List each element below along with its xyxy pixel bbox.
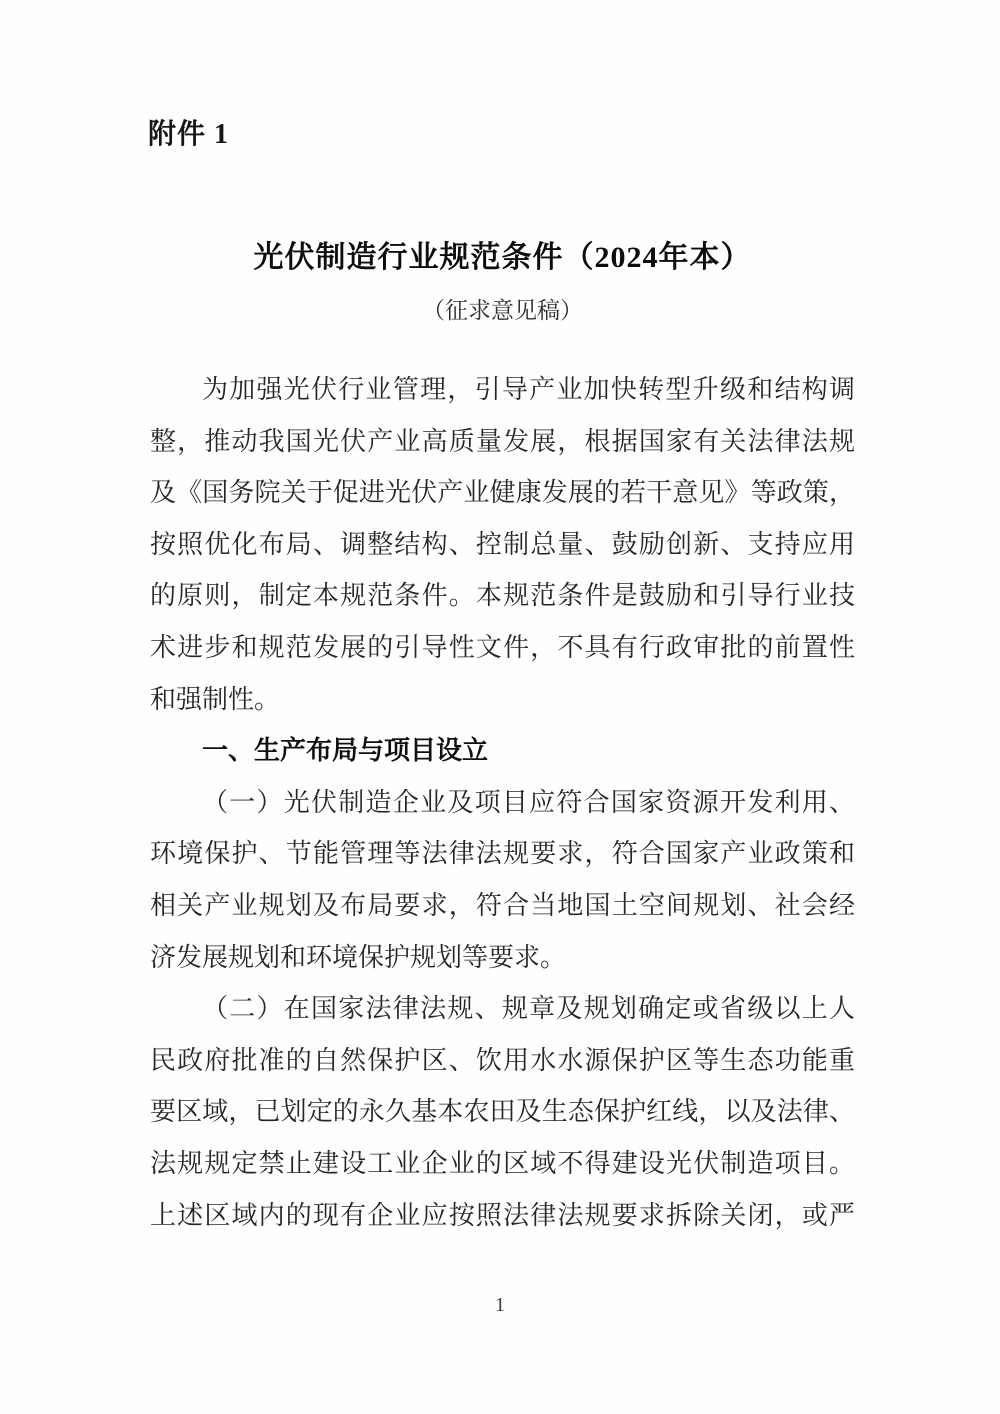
- paragraph-line: 环境保护、节能管理等法律法规要求，符合国家产业政策和: [150, 839, 855, 869]
- paragraph-line: 及《国务院关于促进光伏产业健康发展的若干意见》等政策，: [150, 478, 855, 508]
- paragraph-line: 上述区域内的现有企业应按照法律法规要求拆除关闭，或严: [150, 1200, 855, 1230]
- attachment-label: 附件 1: [148, 119, 230, 150]
- paragraph-line: 要区域，已划定的永久基本农田及生态保护红线，以及法律、: [150, 1097, 855, 1127]
- paragraph-line: 按照优化布局、调整结构、控制总量、鼓励创新、支持应用: [150, 529, 855, 559]
- document-title: 光伏制造行业规范条件（2024年本）: [253, 241, 752, 274]
- section-heading: 一、生产布局与项目设立: [202, 735, 489, 766]
- paragraph-line: 的原则，制定本规范条件。本规范条件是鼓励和引导行业技: [150, 581, 855, 611]
- paragraph-line: 相关产业规划及布局要求，符合当地国土空间规划、社会经: [150, 890, 855, 920]
- paragraph-line: 法规规定禁止建设工业企业的区域不得建设光伏制造项目。: [150, 1148, 855, 1178]
- paragraph-line: （一）光伏制造企业及项目应符合国家资源开发利用、: [202, 787, 855, 817]
- paragraph-line: （二）在国家法律法规、规章及规划确定或省级以上人: [202, 994, 855, 1024]
- paragraph-line: 民政府批准的自然保护区、饮用水水源保护区等生态功能重: [150, 1045, 855, 1075]
- paragraph-line: 术进步和规范发展的引导性文件，不具有行政审批的前置性: [150, 632, 855, 662]
- document-subtitle: （征求意见稿）: [422, 298, 583, 323]
- page-number: 1: [495, 1294, 505, 1316]
- paragraph-line: 整，推动我国光伏产业高质量发展，根据国家有关法律法规: [150, 426, 855, 456]
- paragraph-line: 为加强光伏行业管理，引导产业加快转型升级和结构调: [202, 375, 855, 404]
- document-body: [150, 364, 855, 1241]
- paragraph-line: 济发展规划和环境保护规划等要求。: [150, 942, 567, 972]
- paragraph-line: 和强制性。: [150, 684, 281, 714]
